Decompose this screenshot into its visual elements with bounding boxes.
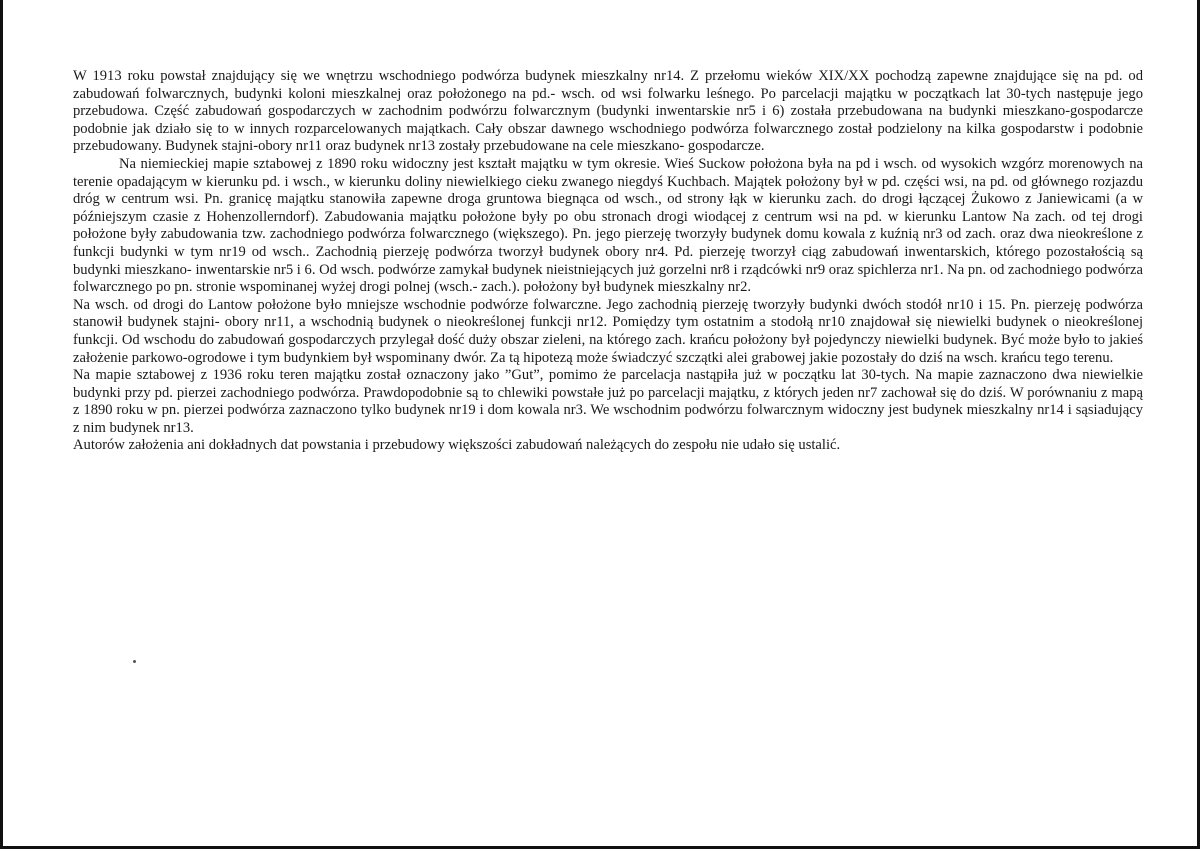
paragraph-3: Na wsch. od drogi do Lantow położone było mniejsze wschodnie podwórze folwarczne. Jego zachodnią pierzeję tworzyły budynki dwóch stodół nr10 i 15. Pn. pierzeję podwórza stanowił budynek stajni- obory nr11, a wschodnią budynek o nieokreślonej funkcji nr12. Pomiędzy tym ostatnim a stodołą nr10 znajdował się niewielki budynek o nieokreślonej funkcji. Od wschodu do zabudowań gospodarczych przylegał dość duży obszar zieleni, na którego zach. krańcu położony był pojedynczy niewielki budynek. Być może było to jakieś założenie parkowo-ogrodowe i tym budynkiem był wspominany dwór. Za tą hipotezą może świadczyć szczątki alei grabowej jakie pozostały do dziś na wsch. krańcu tego terenu. xyxy=(73,296,1143,366)
document-body xyxy=(73,68,1143,455)
paragraph-5: Autorów założenia ani dokładnych dat powstania i przebudowy większości zabudowań należących do zespołu nie udało się ustalić. xyxy=(73,437,841,454)
scan-speck xyxy=(133,660,136,663)
paragraph-1: W 1913 roku powstał znajdujący się we wnętrzu wschodniego podwórza budynek mieszkalny nr14. Z przełomu wieków XIX/XX pochodzą zapewne znajdujące się na pd. od zabudowań folwarcznych, budynki koloni mieszkalnej oraz położonego na pd.- wsch. od wsi folwarku leśnego. Po parcelacji majątku w początkach lat 30-tych następuje jego przebudowa. Część zabudowań gospodarczych w zachodnim podwórzu folwarcznym (budynki inwentarskie nr5 i 6) została przebudowana na budynki mieszkano-gospodarcze podobnie jak działo się to w innych rozparcelowanych majątkach. Cały obszar dawnego wschodniego podwórza folwarcznego został podzielony na kilka gospodarstw i podobnie przebudowany. Budynek stajni-obory nr11 oraz budynek nr13 zostały przebudowane na cele mieszkano- gospodarcze. xyxy=(73,68,1143,155)
paragraph-4: Na mapie sztabowej z 1936 roku teren majątku został oznaczony jako ”Gut”, pomimo że parcelacja nastąpiła już w początku lat 30-tych. Na mapie zaznaczono dwa niewielkie budynki przy pd. pierzei zachodniego podwórza. Prawdopodobnie są to chlewiki powstałe już po parcelacji majątku, z których jeden nr7 zachował się do dziś. W porównaniu z mapą z 1890 roku w pn. pierzei podwórza zaznaczono tylko budynek nr19 i dom kowala nr3. We wschodnim podwórzu folwarcznym widoczny jest budynek mieszkalny nr14 i sąsiadujący z nim budynek nr13. xyxy=(73,367,1143,436)
paragraph-2: Na niemieckiej mapie sztabowej z 1890 roku widoczny jest kształt majątku w tym okresie. Wieś Suckow położona była na pd i wsch. od wysokich wzgórz morenowych na terenie opadającym w kierunku pd. i wsch., w kierunku doliny niewielkiego cieku zwanego niegdyś Kuchbach. Majątek położony był w pd. części wsi, na pd. od głównego rozjazdu dróg w centrum wsi. Pn. granicę majątku stanowiła zapewne droga gruntowa biegnąca od wsch., od strony łąk w kierunku zach. do drogi łączącej Żukowo z Janiewicami (a w późniejszym czasie z Hohenzollerndorf). Zabudowania majątku położone były po obu stronach drogi wiodącej z centrum wsi na pd. w kierunku Lantow Na zach. od tej drogi położone były zabudowania tzw. zachodniego podwórza folwarcznego (większego). Pn. jego pierzeję tworzyły budynek domu kowala z kuźnią nr3 od zach. oraz dwa nieokreślone z funkcji budynki w tym nr19 od wsch.. Zachodnią pierzeję podwórza tworzył budynek obory nr4. Pd. pierzeję tworzył ciąg zabudowań inwentarskich, którego pozostałością są budynki mieszkano- inwentarskie nr5 i 6. Od wsch. podwórze zamykał budynek nieistniejących już gorzelni nr8 i rządcówki nr9 oraz spichlerza nr1. Na pn. od zachodniego podwórza folwarcznego po pn. stronie wspominanej wyżej drogi polnej (wsch.- zach.). położony był budynek mieszkalny nr2. xyxy=(73,155,1143,296)
